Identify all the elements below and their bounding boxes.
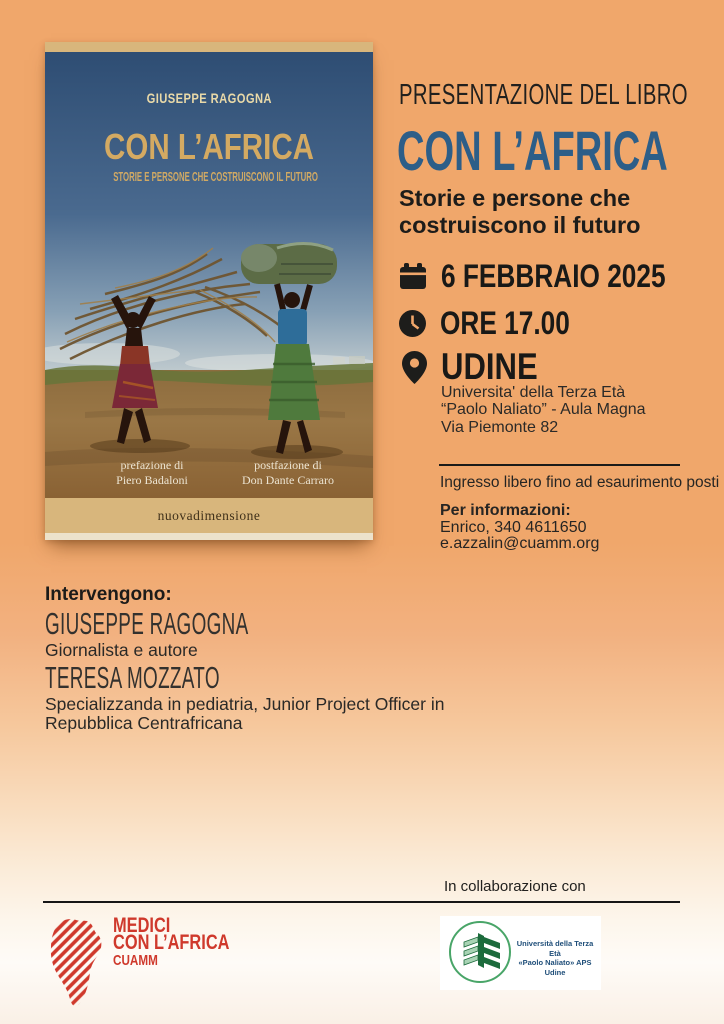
figure-shadow — [251, 445, 343, 459]
partner-logo-text — [514, 939, 596, 977]
event-city: UDINE — [441, 346, 538, 387]
speaker-role: Giornalista e autore — [45, 640, 198, 660]
partner-badge — [448, 920, 512, 989]
event-date: 6 FEBBRAIO 2025 — [441, 258, 666, 294]
speaker-role: Specializzanda in pediatria, Junior Project Officer in Repubblica Centrafricana — [45, 693, 445, 733]
partner-line: «Paolo Naliato» APS — [518, 958, 592, 967]
book-cover-top-band — [45, 42, 373, 52]
cover-photo-illustration — [45, 52, 373, 498]
preface-label: prefazione di — [120, 458, 184, 472]
contact-phone: Enrico, 340 4611650 — [440, 518, 587, 536]
event-subtitle-line: Storie e persone che — [399, 185, 631, 211]
cover-author: GIUSEPPE RAGOGNA — [146, 90, 272, 106]
preface-name: Piero Badaloni — [116, 472, 188, 487]
afterword-label: postfazione di — [254, 458, 322, 472]
cuamm-line: CUAMM — [113, 952, 158, 969]
event-time-row — [399, 304, 598, 341]
map-pin-icon — [402, 351, 427, 384]
cover-afterword-credit — [213, 458, 363, 487]
university-logo-icon — [448, 920, 512, 984]
publisher-name: nuovadimensione — [157, 507, 261, 523]
divider-line — [439, 464, 680, 466]
horizon-structures — [333, 357, 345, 364]
contact-email: e.azzalin@cuamm.org — [440, 535, 600, 552]
cuamm-logo — [42, 911, 112, 1020]
green-bundle — [241, 243, 337, 284]
book-cover-photo — [45, 52, 373, 498]
collaboration-label: In collaborazione con — [444, 878, 586, 895]
partner-line: Udine — [544, 967, 566, 977]
contact-label: Per informazioni: — [440, 502, 571, 519]
cuamm-line: CON L’AFRICA — [113, 931, 230, 954]
afterword-name: Don Dante Carraro — [242, 472, 334, 487]
book-cover — [45, 42, 373, 540]
footer-divider-line — [43, 901, 680, 903]
event-title: CON L’AFRICA — [397, 119, 668, 182]
venue-line: Universita' della Terza Età — [441, 384, 626, 401]
event-subtitle — [399, 185, 641, 238]
calendar-icon — [399, 263, 427, 291]
venue-line: “Paolo Naliato” - Aula Magna — [441, 401, 646, 419]
africa-icon — [42, 911, 112, 1015]
cover-preface-credit — [77, 458, 227, 487]
event-time: ORE 17.00 — [440, 304, 570, 341]
event-kicker: PRESENTAZIONE DEL LIBRO — [399, 79, 688, 111]
partner-logo-box — [440, 916, 601, 990]
event-venue — [441, 384, 646, 436]
horizon-structures — [349, 356, 365, 364]
cuamm-logo-text — [113, 914, 262, 969]
venue-line: Via Piemonte 82 — [441, 418, 559, 436]
speaker-name: GIUSEPPE RAGOGNA — [45, 606, 249, 641]
speakers-section — [45, 583, 495, 734]
speaker-name: TERESA MOZZATO — [45, 659, 220, 695]
cover-subtitle: STORIE E PERSONE CHE COSTRUISCONO IL FUTURO — [113, 169, 318, 184]
event-location-row — [399, 346, 556, 387]
book-cover-bottom-edge — [45, 533, 373, 540]
cuamm-line: MEDICI — [113, 914, 171, 937]
figure-shadow — [90, 439, 190, 453]
book-cover-publisher-band — [45, 498, 373, 533]
event-subtitle-line: costruiscono il futuro — [399, 211, 641, 238]
speakers-heading: Intervengono: — [45, 584, 172, 605]
partner-line: Università della Terza Età — [516, 939, 594, 958]
cover-title: CON L’AFRICA — [104, 126, 314, 167]
contact-info — [440, 503, 599, 553]
admission-note: Ingresso libero fino ad esaurimento posti — [440, 474, 720, 491]
clock-icon — [399, 310, 426, 337]
event-date-row — [399, 258, 715, 294]
